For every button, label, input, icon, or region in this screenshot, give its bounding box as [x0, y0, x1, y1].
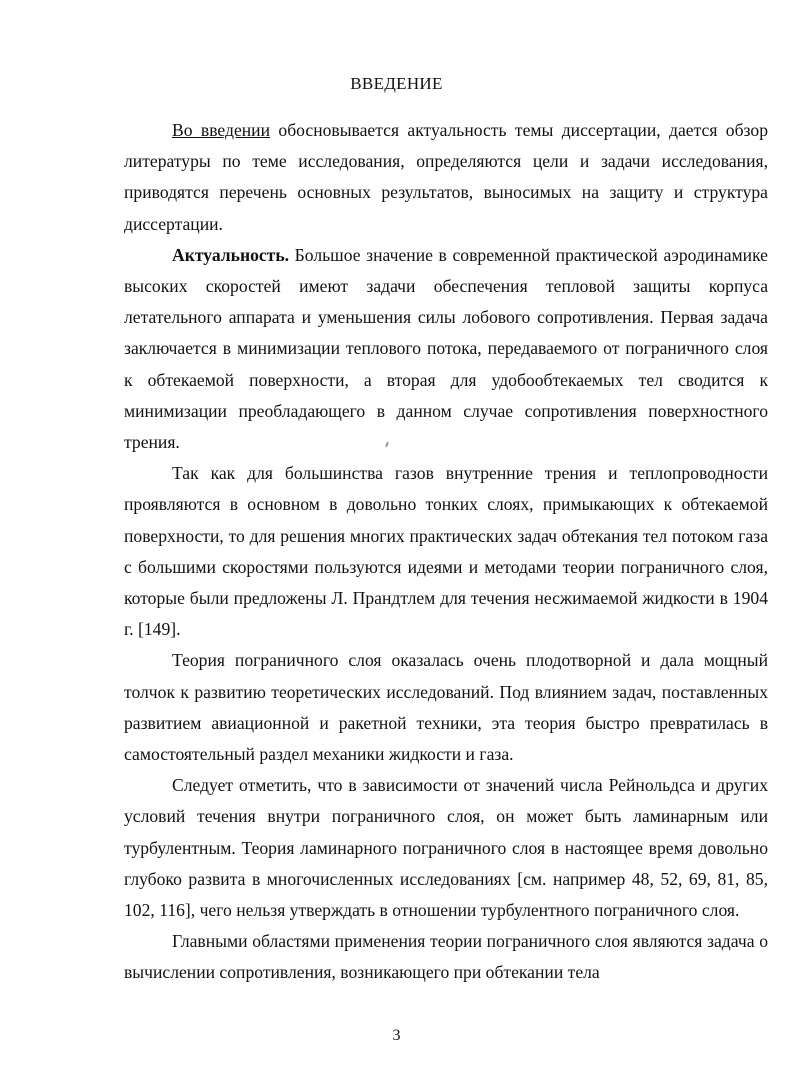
relevance-lead: Актуальность.: [172, 244, 290, 265]
paragraph-6: Главными областями применения теории пограничного слоя являются задача о вычислении сопротивления, возникающего при обтекании тела: [124, 931, 768, 983]
paragraph-relevance: [124, 240, 768, 458]
body-text: [124, 115, 768, 989]
introduction-lead: Во введении: [172, 120, 271, 140]
paragraph-4: Теория пограничного слоя оказалась очень плодотворной и дала мощный толчок к развитию теоретических исследований. Под влиянием задач, поставленных развитием авиационной и ракетной техники, эта теория быстро превратилась в самостоятельный раздел механики жидкости и газа.: [124, 650, 768, 765]
paragraph-3: Так как для большинства газов внутренние трения и теплопроводности проявляются в основном в довольно тонких слоях, примыкающих к обтекаемой поверхности, то для решения многих практических задач обтекания тел потоком газа с большими скоростями пользуются идеями и методами теории пограничного слоя, которые были предложены Л. Прандтлем для течения несжимаемой жидкости в 1904 г. [149].: [124, 463, 768, 640]
relevance-text: Большое значение в современной практической аэродинамике высоких скоростей имеют задачи обеспечения тепловой защиты корпуса летательного аппарата и уменьшения силы лобового сопротивления. Первая задача заключается в минимизации теплового потока, передаваемого от пограничного слоя к обтекаемой поверхности, а вторая для удобообтекаемых тел сводится к минимизации преобладающего в данном случае сопротивления поверхностного трения.: [124, 244, 768, 453]
page-number: 3: [392, 1027, 401, 1044]
introduction-text: обосновывается актуальность темы диссертации, дается обзор литературы по теме исследования, определяются цели и задачи исследования, приводятся перечень основных результатов, выносимых на защиту и структура диссертации.: [124, 120, 768, 234]
section-title: ВВЕДЕНИЕ: [350, 74, 443, 93]
paragraph-introduction: [124, 115, 768, 240]
paragraph-5: Следует отметить, что в зависимости от значений числа Рейнольдса и других условий течения внутри пограничного слоя, он может быть ламинарным или турбулентным. Теория ламинарного пограничного слоя в настоящее время довольно глубоко развита в многочисленных исследованиях [см. например 48, 52, 69, 81, 85, 102, 116], чего нельзя утверждать в отношении турбулентного пограничного слоя.: [124, 775, 768, 921]
